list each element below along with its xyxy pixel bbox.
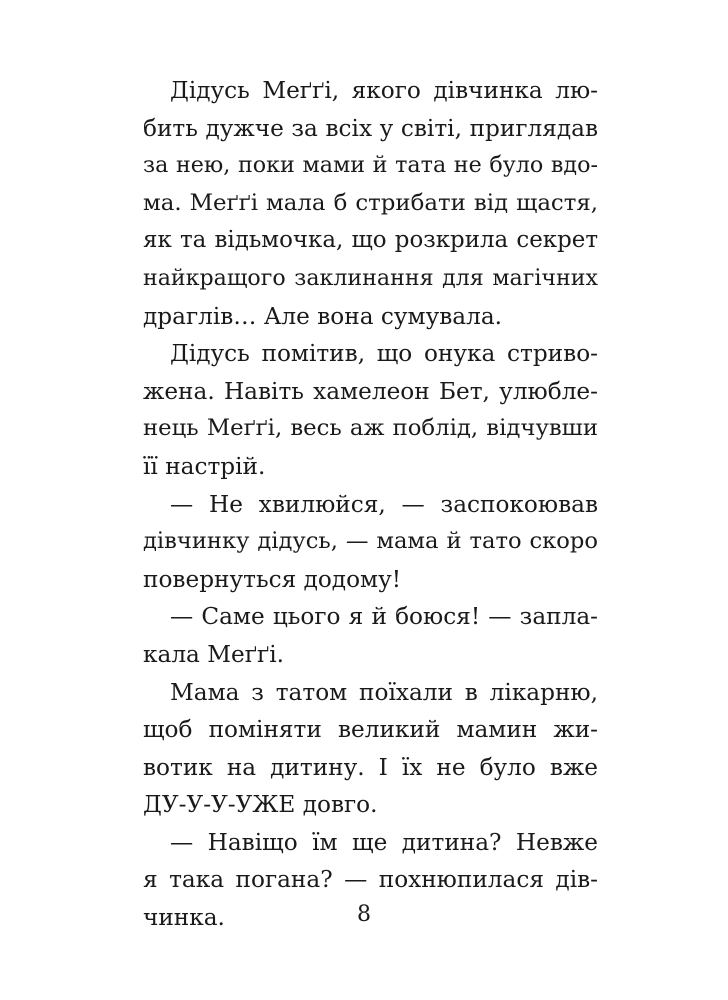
paragraph (143, 598, 598, 673)
paragraph (143, 486, 598, 599)
text-line: Мама з татом поїхали в лікарню, (170, 678, 598, 706)
text-line: драглів… Але вона сумувала. (143, 302, 503, 330)
text-line: — Навіщо їм ще дитина? Невже (170, 828, 598, 856)
text-line: — Саме цього я й боюся! — запла- (170, 603, 598, 631)
text-line: ДУ-У-У-УЖЕ довго. (143, 791, 378, 819)
text-line: Дідусь помітив, що онука стриво- (170, 340, 598, 368)
text-line: щоб поміняти великий мамин жи- (143, 716, 598, 744)
text-line: жена. Навіть хамелеон Бет, улюбле- (143, 377, 598, 405)
text-line: бить дужче за всіх у світі, приглядав (143, 114, 598, 142)
text-line: чинка. (143, 904, 225, 932)
text-line: як та відьмочка, що розкрила секрет (143, 227, 598, 254)
text-line: дівчинку дідусь, — мама й тато скоро (143, 528, 598, 555)
text-line: вотик на дитину. І їх не було вже (143, 753, 598, 781)
paragraph (143, 72, 598, 335)
page-text (143, 72, 598, 937)
text-line: я така погана? — похнюпилася дів- (143, 866, 598, 894)
paragraph (143, 335, 598, 485)
text-line: ма. Меґґі мала б стрибати від щастя, (143, 189, 598, 216)
text-line: повернуться додому! (143, 565, 402, 593)
text-line: нець Меґґі, весь аж поблід, відчувши (143, 415, 598, 442)
text-line: найкращого заклинання для магічних (143, 264, 598, 291)
paragraph (143, 674, 598, 824)
text-line: Дідусь Меґґі, якого дівчинка лю- (170, 77, 598, 104)
text-line: за нею, поки мами й тата не було вдо- (143, 152, 598, 179)
text-line: кала Меґґі. (143, 640, 285, 668)
text-line: її настрій. (143, 452, 266, 480)
page-number: 8 (357, 902, 371, 927)
text-line: — Не хвилюйся, — заспокоював (170, 490, 598, 518)
